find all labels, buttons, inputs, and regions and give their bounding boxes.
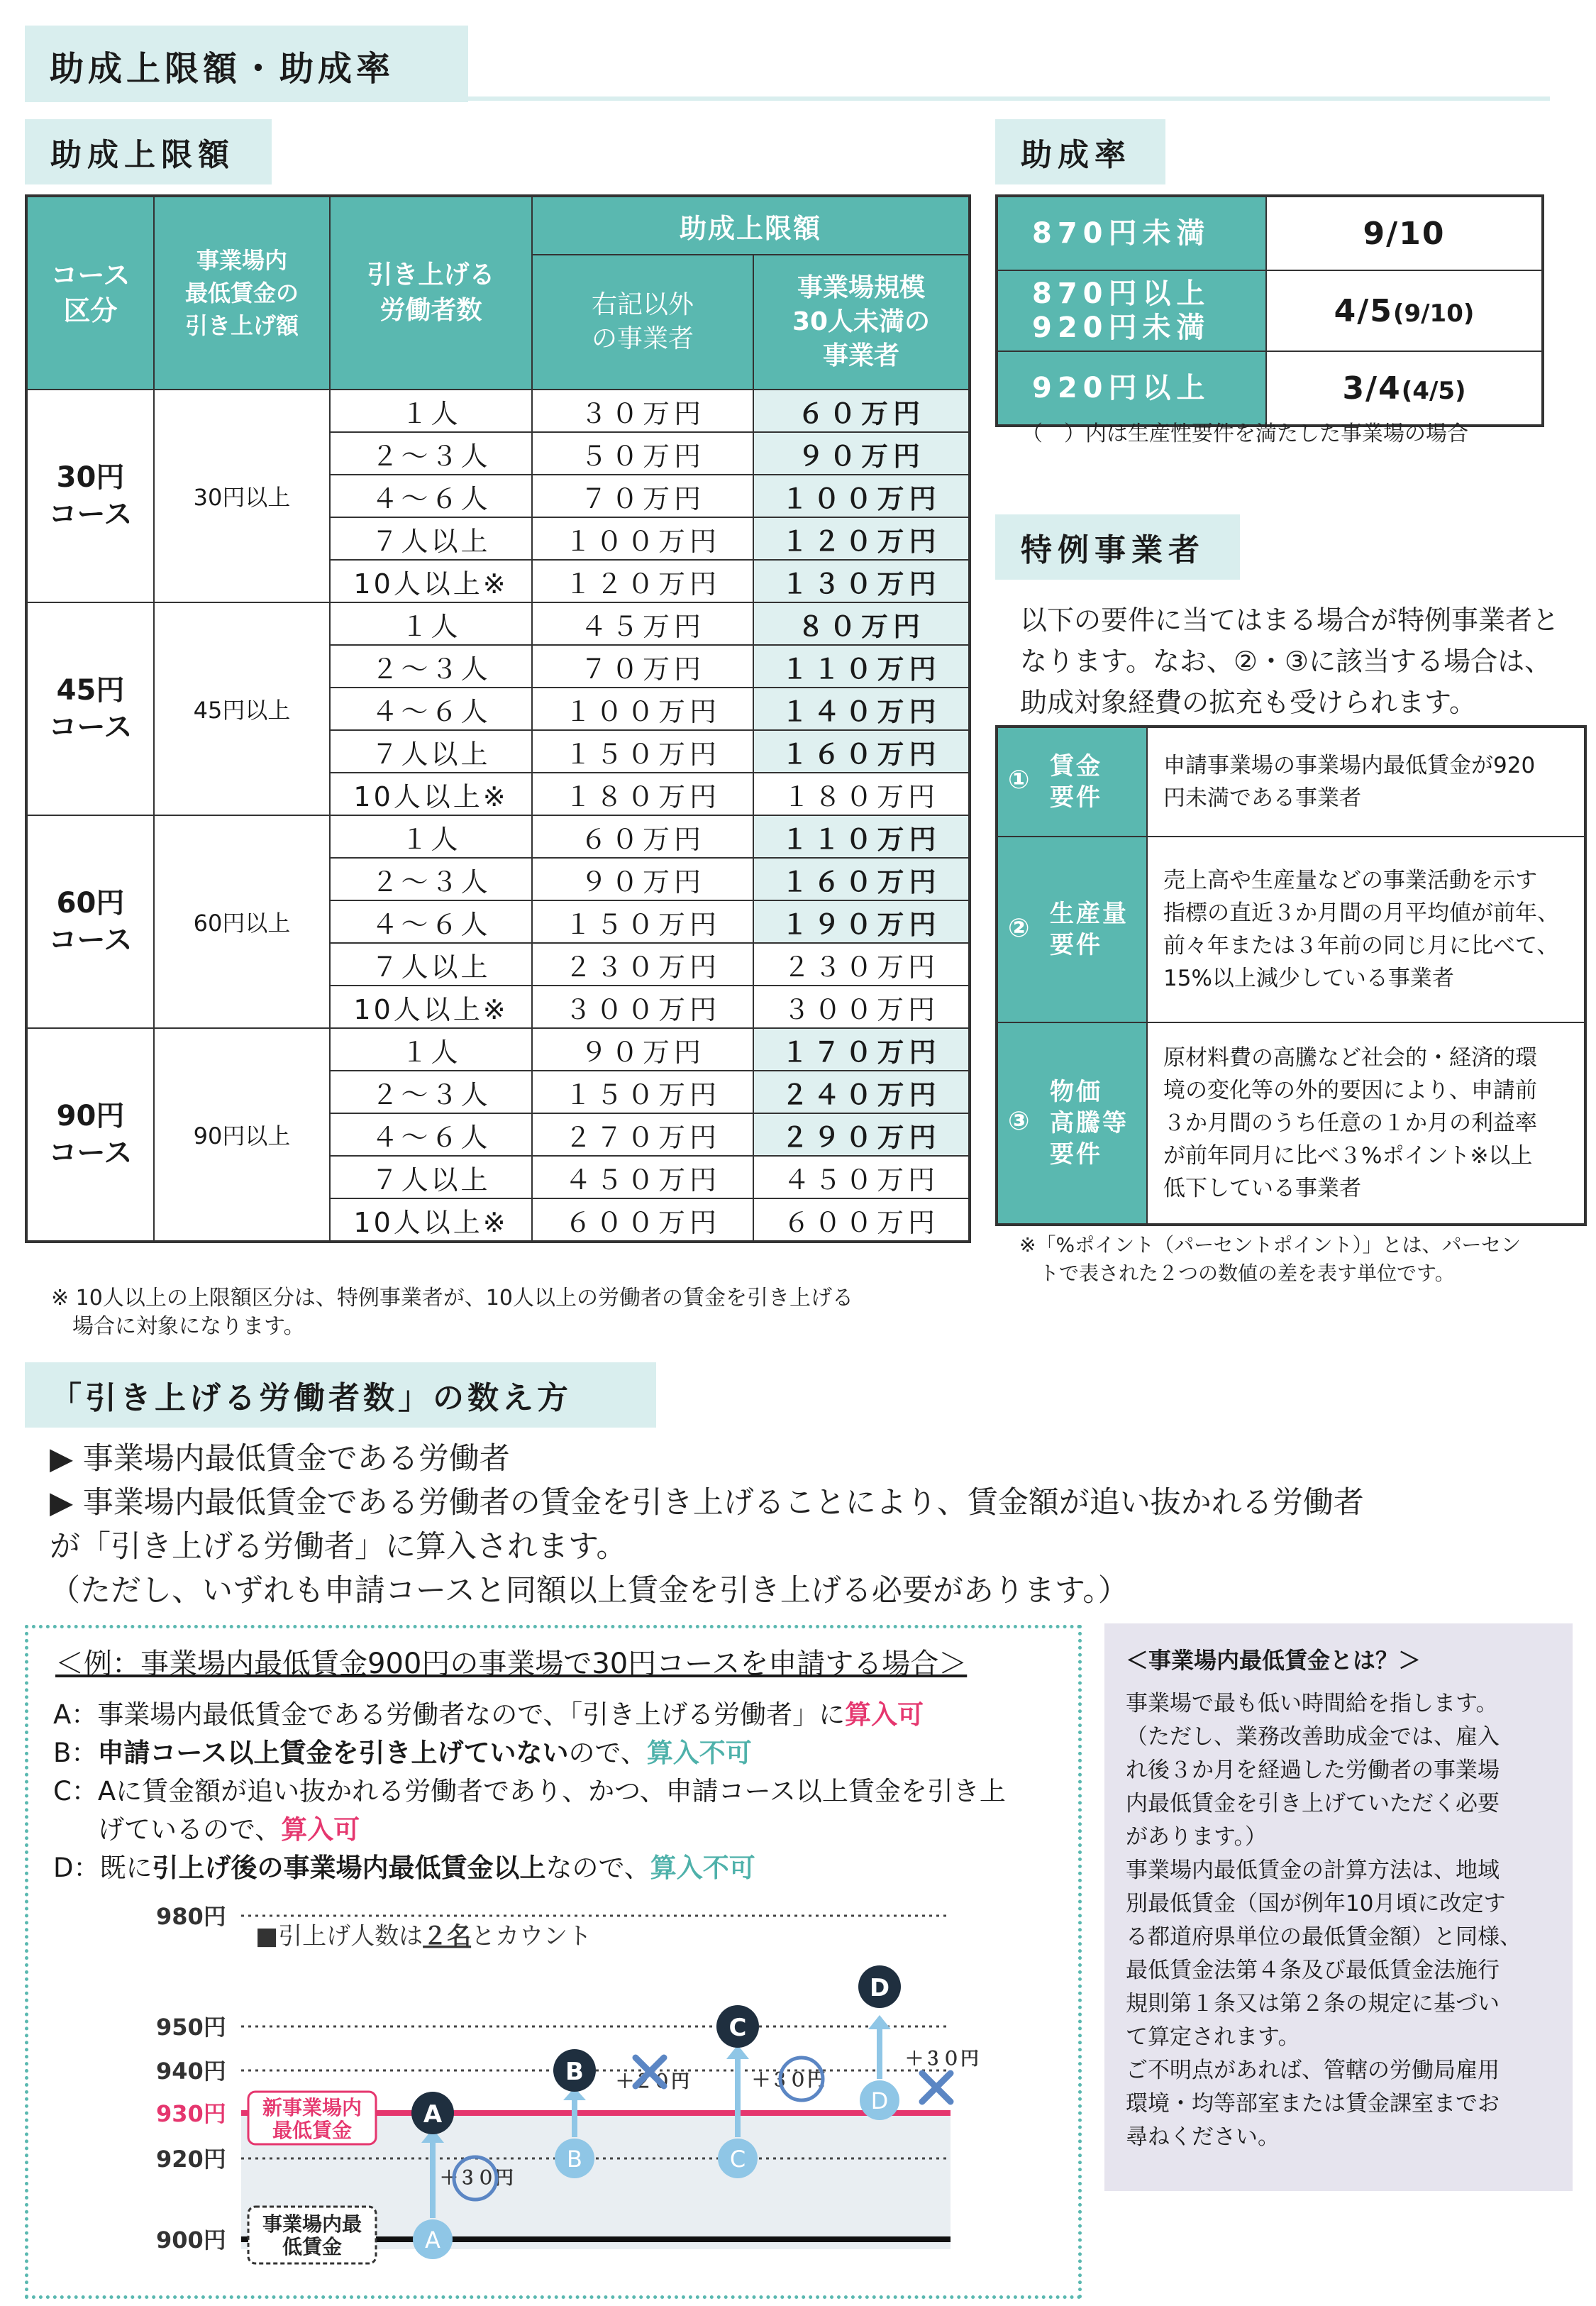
workers-cell: ７人以上 [330,730,532,773]
limit-small-cell: １２０万円 [753,517,970,560]
limit-other-cell: ７０万円 [532,645,753,688]
special-section-title: 特例事業者 [995,514,1240,580]
limit-other-cell: ６００万円 [532,1198,753,1242]
limit-other-cell: ９０万円 [532,1028,753,1071]
y-900: 900円 [156,2227,226,2253]
limit-other-cell: ３００万円 [532,986,753,1028]
special-num: ③ [1008,1107,1030,1136]
plus-a: ＋３０円 [440,2168,514,2189]
example-b: B：申請コース以上賃金を引き上げていないので、算入不可 [53,1738,752,1768]
limit-small-cell: １３０万円 [753,560,970,602]
rate-section-title: 助成率 [995,119,1165,184]
rate-table [995,194,1544,427]
rate-label: 870円以上 920円未満 [997,270,1266,351]
special-table [995,725,1587,1226]
point-b-after-label: B [565,2058,584,2086]
special-label-text: 物価 高騰等 要件 [1050,1078,1129,1169]
limit-small-cell: １１０万円 [753,815,970,858]
limit-other-cell: １２０万円 [532,560,753,602]
limit-small-cell: ４５０万円 [753,1156,970,1198]
course-amount: 60円以上 [154,815,330,1028]
rate-value: 4/5(9/10) [1266,270,1543,351]
header-rule [25,96,1550,101]
special-row [997,837,1585,1022]
ng-mark-d [922,2073,951,2102]
example-c: C：Aに賃金額が追い抜かれる労働者であり、かつ、申請コース以上賃金を引き上 [53,1776,1006,1806]
limit-small-cell: １９０万円 [753,900,970,943]
y-980: 980円 [156,1903,226,1930]
side-title: ＜事業場内最低賃金とは？＞ [1126,1647,1422,1674]
course-name: 90円 コース [26,1028,154,1242]
example-title: ＜例：事業場内最低賃金900円の事業場で30円コースを申請する場合＞ [55,1648,968,1680]
special-row [997,727,1585,837]
workers-cell: １人 [330,815,532,858]
point-c-before-label: C [729,2146,746,2173]
rate-label: 870円未満 [997,196,1266,270]
count-section-title: 「引き上げる労働者数」の数え方 [25,1362,656,1428]
limit-small-cell: ２９０万円 [753,1113,970,1156]
special-intro: 以下の要件に当てはまる場合が特例事業者と なります。なお、②・③に該当する場合は、 助成対象経費の拡充も受けられます。 [1020,605,1560,718]
special-label [997,727,1147,837]
rate-note: （ ）内は生産性要件を満たした事業場の場合 [1021,421,1468,446]
workers-cell: １人 [330,390,532,432]
workers-cell: ４～６人 [330,1113,532,1156]
limit-other-cell: １８０万円 [532,773,753,815]
workers-cell: ２～３人 [330,1071,532,1113]
limit-other-cell: ４５０万円 [532,1156,753,1198]
table-row [26,1028,970,1071]
subsidy-limit-table [25,194,971,1243]
workers-cell: ４～６人 [330,688,532,730]
workers-cell: 10人以上※ [330,560,532,602]
limit-other-cell: ９０万円 [532,858,753,900]
limit-other-cell: ２７０万円 [532,1113,753,1156]
limit-other-cell: ６０万円 [532,815,753,858]
limit-other-cell: ７０万円 [532,475,753,517]
new-min-label-2: 最低賃金 [272,2119,353,2142]
workers-cell: １人 [330,1028,532,1071]
rate-label: 920円以上 [997,351,1266,426]
example-d: D：既に引上げ後の事業場内最低賃金以上なので、算入不可 [53,1853,755,1883]
special-desc: 原材料費の高騰など社会的・経済的環 境の変化等の外的要因により、申請前 ３か月間のうち任意の１か月の利益率 が前年同月に比べ３%ポイント※以上 低下している事業者 [1147,1022,1585,1225]
limit-small-cell: ２４０万円 [753,1071,970,1113]
rate-row [997,351,1543,426]
limit-section-title: 助成上限額 [25,119,272,184]
course-amount: 30円以上 [154,390,330,602]
limit-small-cell: ２３０万円 [753,943,970,986]
special-note: ※「%ポイント（パーセントポイント）」とは、パーセン トで表された２つの数値の差を表す単位です。 [1019,1233,1521,1285]
course-name: 60円 コース [26,815,154,1028]
new-min-label-1: 新事業場内 [262,2096,362,2119]
workers-cell: ２～３人 [330,432,532,475]
col-other: 右記以外 の事業者 [532,255,753,390]
example-a: A：事業場内最低賃金である労働者なので、「引き上げる労働者」に算入可 [53,1699,924,1730]
side-body: 事業場で最も低い時間給を指します。 （ただし、業務改善助成金では、雇入 れ後３か月を経過した労働者の事業場 内最低賃金を引き上げていただく必要 があります。） 事業場内最低賃金の計算方法は、地域 別最低賃金（国が例年10月頃に改定す る都道府県単位の最低賃金額）と同様、 最低賃金法第４条及び最低賃金法施行 規則第１条又は第２条の規定に基づい て算定されます。 ご不明点があれば、管轄の労働局雇用 環境・均等部室または賃金課室までお 尋ねください。 [1126,1691,1522,2150]
course-name: 30円 コース [26,390,154,602]
limit-small-cell: １１０万円 [753,645,970,688]
special-num: ① [1008,766,1030,795]
rate-row [997,270,1543,351]
count-line-4: （ただし、いずれも申請コースと同額以上賃金を引き上げる必要があります。） [50,1573,1129,1609]
table-row [26,390,970,432]
point-a-after-label: A [423,2100,443,2129]
point-a-before-label: A [425,2227,440,2253]
table-row [26,815,970,858]
count-line-3: が「引き上げる労働者」に算入されます。 [50,1529,627,1565]
workers-cell: 10人以上※ [330,773,532,815]
count-line-2: ▶ 事業場内最低賃金である労働者の賃金を引き上げることにより、賃金額が追い抜かれる労働者 [50,1485,1364,1521]
wage-diagram [142,1887,993,2271]
limit-other-cell: １５０万円 [532,1071,753,1113]
limit-other-cell: １５０万円 [532,900,753,943]
count-line-1: ▶ 事業場内最低賃金である労働者 [50,1441,510,1477]
workers-cell: 10人以上※ [330,986,532,1028]
old-min-label-2: 低賃金 [282,2235,343,2258]
page-title: 助成上限額・助成率 [50,49,395,89]
workers-cell: ７人以上 [330,517,532,560]
col-minwage: 事業場内 最低賃金の 引き上げ額 [154,196,330,390]
count-note: ■引上げ人数は２名とカウント [255,1922,592,1951]
col-course: コース 区分 [26,196,154,390]
limit-small-cell: ６０万円 [753,390,970,432]
workers-cell: ７人以上 [330,943,532,986]
limit-other-cell: ３０万円 [532,390,753,432]
rate-row [997,196,1543,270]
special-label-text: 賃金 要件 [1050,752,1102,812]
special-label [997,837,1147,1022]
limit-small-cell: １７０万円 [753,1028,970,1071]
special-row [997,1022,1585,1225]
subsidy-table-body [26,390,970,1242]
limit-other-cell: ５０万円 [532,432,753,475]
limit-other-cell: １５０万円 [532,730,753,773]
rate-value: 3/4(4/5) [1266,351,1543,426]
course-amount: 90円以上 [154,1028,330,1242]
y-930: 930円 [156,2100,226,2127]
limit-other-cell: １００万円 [532,688,753,730]
special-num: ② [1008,914,1030,943]
limit-other-cell: ４５万円 [532,602,753,645]
table-row [26,602,970,645]
plus-c: ＋３０円 [752,2070,826,2091]
limit-small-cell: ６００万円 [753,1198,970,1242]
point-d-after-label: D [869,1974,890,2002]
workers-cell: ７人以上 [330,1156,532,1198]
col-workers: 引き上げる 労働者数 [330,196,532,390]
y-920: 920円 [156,2146,226,2173]
special-desc: 売上高や生産量などの事業活動を示す 指標の直近３か月間の月平均値が前年、 前々年または３年前の同じ月に比べて、 15%以上減少している事業者 [1147,837,1585,1022]
limit-small-cell: ９０万円 [753,432,970,475]
special-label-text: 生産量 要件 [1050,900,1129,959]
limit-small-cell: １６０万円 [753,858,970,900]
point-b-before-label: B [567,2146,582,2173]
special-desc: 申請事業場の事業場内最低賃金が920 円未満である事業者 [1147,727,1585,837]
rate-value: 9/10 [1266,196,1543,270]
point-d-before-label: D [870,2087,889,2114]
workers-cell: 10人以上※ [330,1198,532,1242]
limit-small-cell: １００万円 [753,475,970,517]
limit-small-cell: １６０万円 [753,730,970,773]
limit-small-cell: ３００万円 [753,986,970,1028]
example-c-cont: げているので、算入可 [98,1814,360,1845]
plus-d: ＋３０円 [905,2048,980,2070]
workers-cell: １人 [330,602,532,645]
col-small: 事業場規模 30人未満の 事業者 [753,255,970,390]
course-name: 45円 コース [26,602,154,815]
limit-small-cell: ８０万円 [753,602,970,645]
workers-cell: ２～３人 [330,645,532,688]
workers-cell: ２～３人 [330,858,532,900]
col-limit: 助成上限額 [532,196,970,255]
workers-cell: ４～６人 [330,900,532,943]
side-info-box [1104,1623,1573,2191]
special-label [997,1022,1147,1225]
plus-b: ＋２０円 [616,2071,690,2092]
workers-cell: ４～６人 [330,475,532,517]
course-amount: 45円以上 [154,602,330,815]
old-min-label-1: 事業場内最 [262,2212,362,2236]
point-c-after-label: C [728,2014,747,2042]
y-940: 940円 [156,2058,226,2085]
limit-footnote: ※ 10人以上の上限額区分は、特例事業者が、10人以上の労働者の賃金を引き上げる 場合に対象になります。 [51,1286,854,1339]
limit-small-cell: １４０万円 [753,688,970,730]
limit-other-cell: １００万円 [532,517,753,560]
y-950: 950円 [156,2014,226,2041]
limit-other-cell: ２３０万円 [532,943,753,986]
limit-small-cell: １８０万円 [753,773,970,815]
arrow-d-head [868,2015,891,2029]
